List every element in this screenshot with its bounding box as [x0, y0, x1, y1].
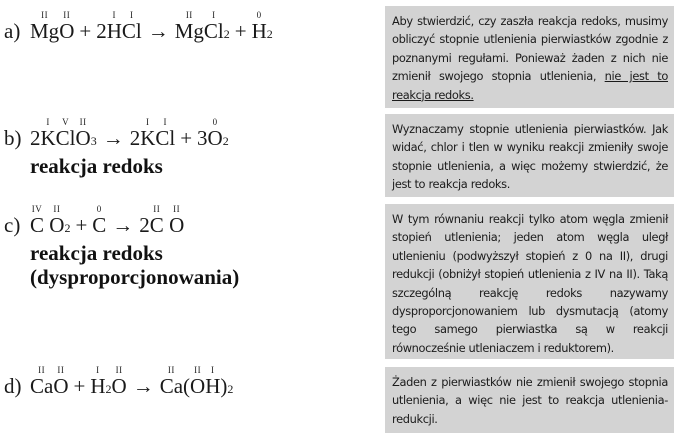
plus-sign: +: [79, 19, 92, 43]
atom-o: II O: [59, 10, 75, 43]
equation-c: c) IV C II O 2 + 0 C → 2 II C II O reakcja redoks (dysproporcjonowania): [4, 204, 240, 289]
equation-a: a) II Mg II O + 2 I H I Cl → II Mg I Cl 2 + 0 H 2: [4, 10, 273, 43]
redox-note: reakcja redoks: [30, 241, 163, 265]
redox-note: reakcja redoks: [30, 154, 163, 178]
conclusion-underlined: nie jest to reakcja redoks.: [392, 69, 669, 102]
reaction-arrow: →: [147, 19, 169, 43]
explanation-box-c: W tym równaniu reakcji tylko atom węgla zmienił stopień utlenienia; jeden atom węgla uległ utlenieniu (podwyższył stopień z 0 na II), drugi redukcji (obniżył stopień utlenienia z IV na II). Taką szczególną reakcję redoks nazywamy dysproporcjonowaniem lub dysmutacją (atomy tego samego pierwiastka są w reakcji równocześnie utleniaczem i reduktorem).: [385, 204, 674, 359]
equation-label: c): [4, 213, 21, 237]
equation-label: b): [4, 126, 22, 150]
disproportionation-note: (dysproporcjonowania): [30, 265, 240, 289]
explanation-box-d: Żaden z pierwiastków nie zmienił swojego stopnia utlenienia, a więc nie jest to reakcja utlenienia-redukcji.: [385, 367, 674, 433]
explanation-box-a: Aby stwierdzić, czy zaszła reakcja redoks, musimy obliczyć stopnie utlenienia pierwiastków zgodnie z poznanymi regułami. Ponieważ żaden z nich nie zmienił swojego stopnia utlenienia, nie jest to reakcja redoks.: [385, 6, 674, 108]
equation-d: d) II Ca II O + I H 2 II O → II Ca ( II O I H ) 2: [4, 365, 234, 398]
equation-b: b) 2 I K V Cl II O 3 → 2 I K I Cl + 3 0 O 2 reakcja redoks: [4, 117, 229, 178]
equation-label: a): [4, 19, 21, 43]
atom-mg: II Mg: [30, 10, 60, 43]
equation-label: d): [4, 374, 22, 398]
explanation-box-b: Wyznaczamy stopnie utlenienia pierwiastków. Jak widać, chlor i tlen w wyniku reakcji zmieniły swoje stopnie utlenienia, a więc możemy stwierdzić, że jest to reakcja redoks.: [385, 114, 674, 197]
